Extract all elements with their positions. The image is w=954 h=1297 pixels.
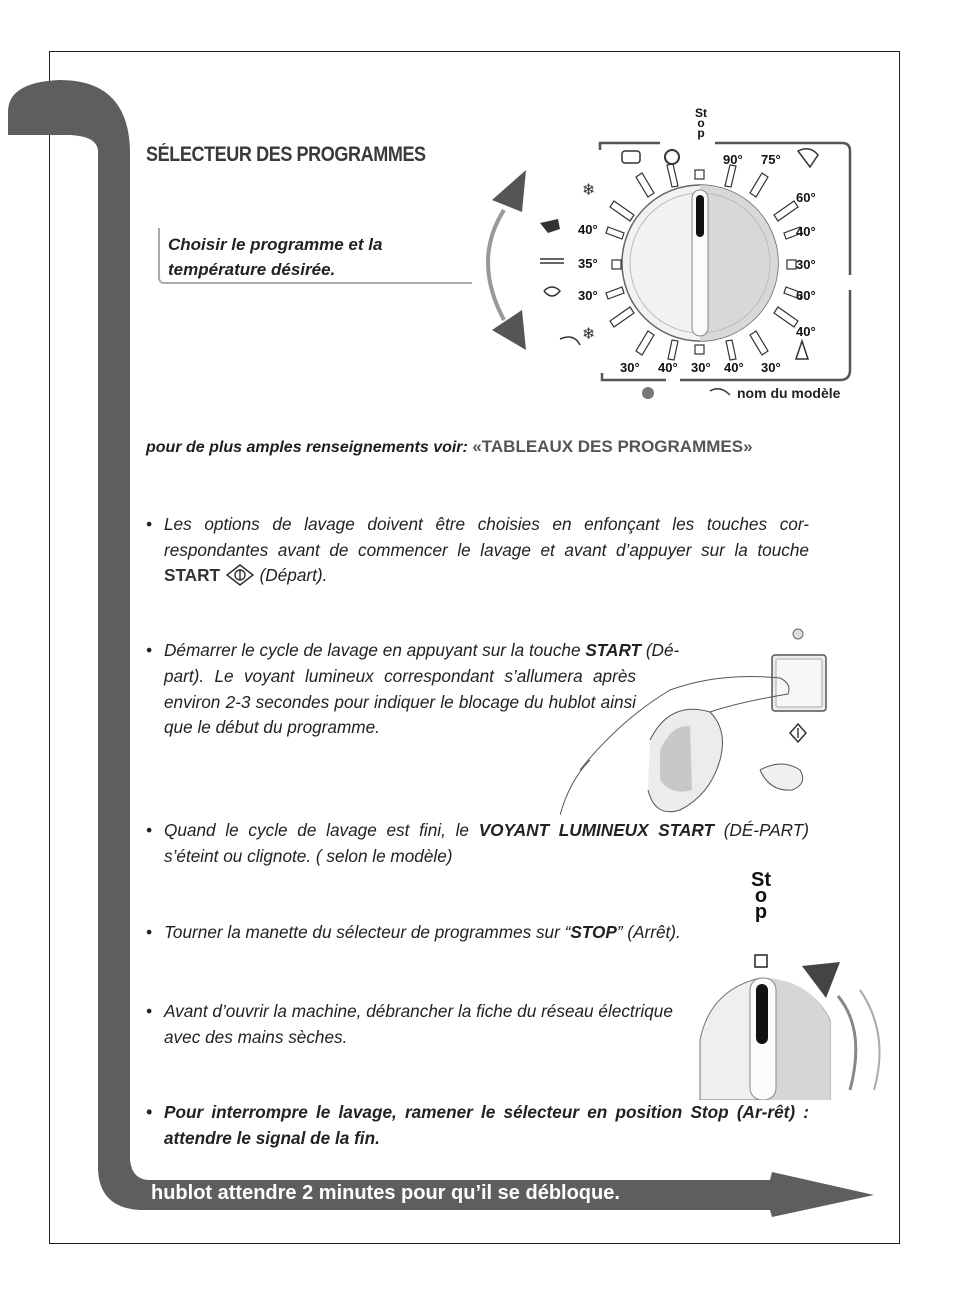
end-text-after: (DÉ-PART) s’éteint ou clignote. ( selon le modèle) [164, 820, 809, 866]
dial-temp-right-1: 60° [796, 190, 816, 205]
start-text-before: Démarrer le cycle de lavage en appuyant sur la touche [164, 640, 581, 660]
options-text: Les options de lavage doivent être choisies en enfonçant les touches cor-respondantes avant de commencer le lavage et avant d’appuyer sur la touche [164, 514, 809, 560]
instruction-unplug [146, 999, 684, 1050]
start-keyword: START [585, 640, 642, 660]
bullet-icon: • [146, 640, 153, 660]
dial-temp-bottom-2: 40° [658, 360, 678, 375]
dial-temp-bottom-4: 40° [724, 360, 744, 375]
options-text-after: (Départ). [259, 565, 328, 585]
interrupt-text: Pour interrompre le lavage, ramener le sélecteur en position Stop (Ar-rêt) : attendre le signal de la fin. [164, 1102, 809, 1148]
stop-knob-illustration [690, 950, 890, 1100]
bullet-icon: • [146, 514, 153, 534]
unplug-text: Avant d’ouvrir la machine, débrancher la fiche du réseau électrique avec des mains sèches. [164, 1001, 673, 1047]
instruction-stop [146, 920, 764, 946]
start-line1-end: (Dé- [645, 640, 680, 660]
svg-text:❄: ❄ [582, 324, 596, 343]
start-button-illustration [560, 620, 830, 840]
bullet-icon: • [146, 1102, 153, 1122]
stop-big-label [750, 869, 772, 923]
nb-bottom-text: hublot attendre 2 minutes pour qu’il se débloque. [151, 1182, 620, 1204]
dial-stop-text: Stop [695, 106, 707, 140]
bullet-icon: • [146, 922, 153, 942]
reference-line [146, 437, 753, 457]
model-note: nom du modèle [737, 385, 841, 401]
stop-big-text: Stop [751, 869, 771, 923]
note-text: Choisir le programme et la température désirée. [168, 235, 383, 279]
start-text-rest: part). Le voyant lumineux correspondant s’allumera après environ 2-3 secondes pour indiquer le blocage du hublot ainsi que le début du programme. [164, 666, 636, 737]
rotate-arrows-icon [470, 160, 530, 370]
instruction-end [146, 818, 809, 869]
dial-temp-left-2: 35° [578, 256, 598, 271]
instruction-interrupt [146, 1100, 809, 1151]
dial-temp-left-1: 40° [578, 222, 598, 237]
nb-vertical-text: NB: Avant d’ouvrir le [72, 990, 93, 1189]
start-key-icon [225, 564, 255, 586]
start-word: START [164, 565, 221, 585]
reference-target: «TABLEAUX DES PROGRAMMES» [472, 437, 753, 456]
bullet-icon: • [146, 1001, 153, 1021]
svg-text:❄: ❄ [582, 180, 596, 199]
dial-temp-right-3: 30° [796, 257, 816, 272]
dial-temp-top-2: 75° [761, 152, 781, 167]
dial-temp-right-2: 40° [796, 224, 816, 239]
end-keyword: VOYANT LUMINEUX START [478, 820, 714, 840]
dial-temp-top-1: 90° [723, 152, 743, 167]
reference-lead: pour de plus amples renseignements voir: [146, 439, 468, 456]
dial-temp-right-5: 40° [796, 324, 816, 339]
stop-text-before: Tourner la manette du sélecteur de programmes sur “ [164, 922, 571, 942]
bullet-icon: • [146, 820, 153, 840]
page-title: SÉLECTEUR DES PROGRAMMES [146, 143, 426, 166]
dial-temp-bottom-5: 30° [761, 360, 781, 375]
stop-text-after: ” (Arrêt). [616, 922, 681, 942]
dial-temp-bottom-1: 30° [620, 360, 640, 375]
end-text-before: Quand le cycle de lavage est fini, le [164, 820, 469, 840]
stop-keyword: STOP [570, 922, 617, 942]
dial-temp-left-3: 30° [578, 288, 598, 303]
dial-stop-label [695, 108, 707, 138]
dial-temp-bottom-3: 30° [691, 360, 711, 375]
instruction-options [146, 512, 809, 589]
dial-temp-right-4: 60° [796, 288, 816, 303]
